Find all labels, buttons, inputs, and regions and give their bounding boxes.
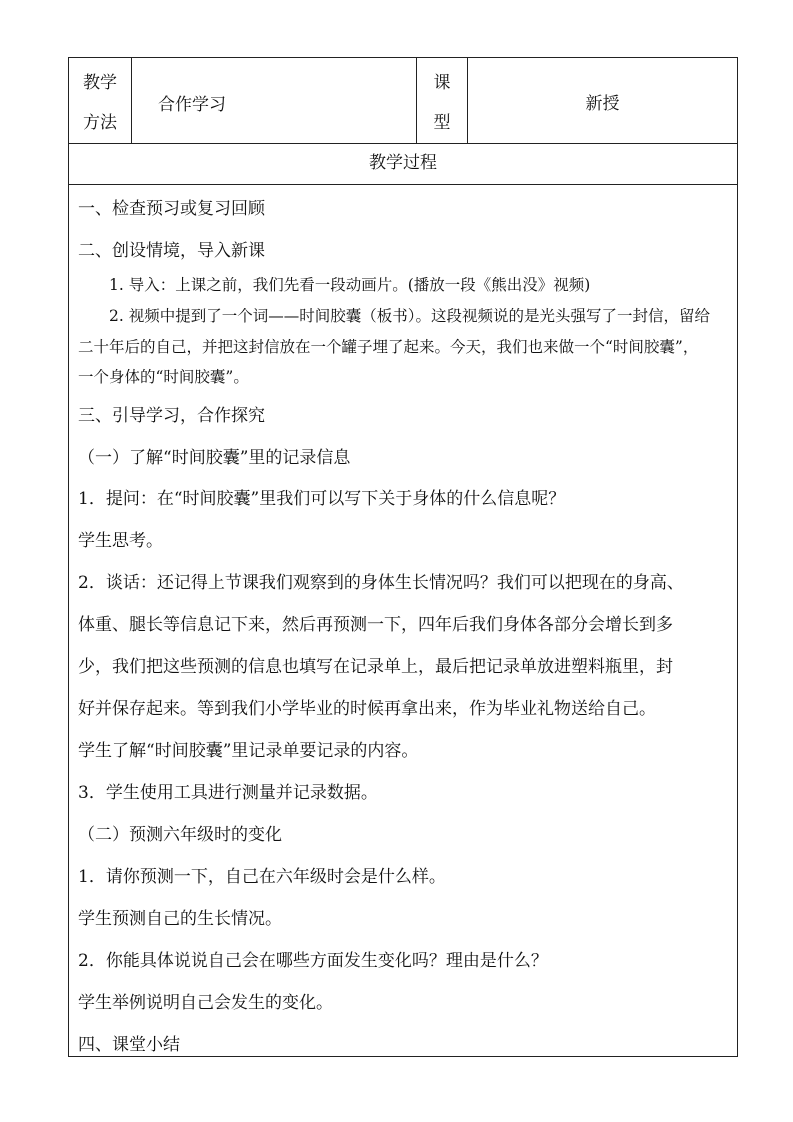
method-label-cell <box>69 58 132 143</box>
paragraph-line: 学生了解“时间胶囊”里记录单要记录的内容。 <box>78 741 419 761</box>
section-heading: 一、检查预习或复习回顾 <box>78 199 265 219</box>
paragraph-line: 1. 导入：上课之前，我们先看一段动画片。(播放一段《熊出没》视频) <box>109 276 591 294</box>
method-value: 合作学习 <box>158 95 226 115</box>
paragraph-line: 学生思考。 <box>78 531 163 551</box>
process-title: 教学过程 <box>69 143 737 185</box>
type-value-cell <box>468 58 737 143</box>
paragraph-line: 学生预测自己的生长情况。 <box>78 909 282 929</box>
type-label-line1: 课 <box>433 73 451 93</box>
method-label-line1: 教学 <box>83 73 117 93</box>
paragraph-line: 1．请你预测一下，自己在六年级时会是什么样。 <box>78 867 446 887</box>
paragraph-line: 1．提问：在“时间胶囊”里我们可以写下关于身体的什么信息呢？ <box>78 489 566 509</box>
paragraph-line: 2．你能具体说说自己会在哪些方面发生变化吗？理由是什么？ <box>78 951 548 971</box>
paragraph-line: 体重、腿长等信息记下来，然后再预测一下，四年后我们身体各部分会增长到多 <box>78 615 673 635</box>
paragraph-line: 二十年后的自己，并把这封信放在一个罐子埋了起来。今天，我们也来做一个“时间胶囊”， <box>78 338 699 356</box>
subsection-heading: （二）预测六年级时的变化 <box>78 825 282 845</box>
header-row <box>69 58 737 144</box>
paragraph-line: 少，我们把这些预测的信息也填写在记录单上，最后把记录单放进塑料瓶里，封 <box>78 657 673 677</box>
section-heading: 二、创设情境，导入新课 <box>78 241 265 261</box>
type-value: 新授 <box>585 94 620 114</box>
section-heading: 四、课堂小结 <box>78 1035 180 1055</box>
lesson-plan-table <box>68 57 738 1057</box>
type-label-line2: 型 <box>433 113 451 133</box>
subsection-heading: （一）了解“时间胶囊”里的记录信息 <box>78 448 351 468</box>
section-heading: 三、引导学习，合作探究 <box>78 406 265 426</box>
type-label-cell <box>417 58 468 143</box>
paragraph-line: 3．学生使用工具进行测量并记录数据。 <box>78 783 378 803</box>
method-label-line2: 方法 <box>83 113 117 133</box>
paragraph-line: 2．谈话：还记得上节课我们观察到的身体生长情况吗？我们可以把现在的身高、 <box>78 573 684 593</box>
paragraph-line: 好并保存起来。等到我们小学毕业的时候再拿出来，作为毕业礼物送给自己。 <box>78 699 656 719</box>
method-value-cell <box>132 58 417 143</box>
paragraph-line: 2. 视频中提到了一个词——时间胶囊（板书）。这段视频说的是光头强写了一封信，留给 <box>109 307 710 325</box>
paragraph-line: 一个身体的“时间胶囊”。 <box>78 368 249 386</box>
paragraph-line: 学生举例说明自己会发生的变化。 <box>78 993 333 1013</box>
